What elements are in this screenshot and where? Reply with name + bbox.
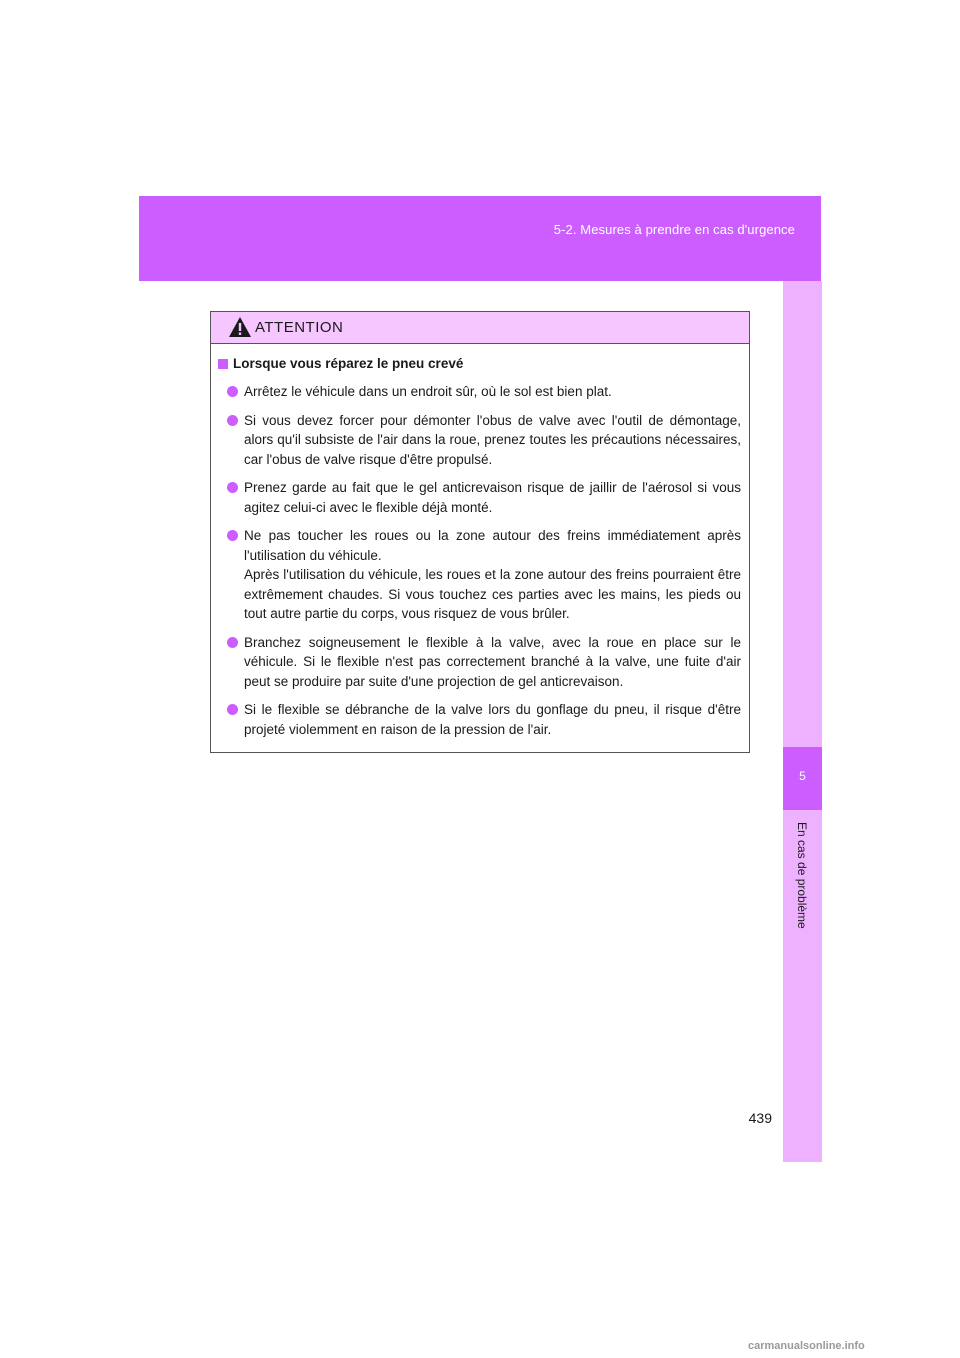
list-item	[218, 700, 741, 739]
header-band	[139, 196, 821, 281]
sidebar-strip	[783, 281, 822, 1162]
watermark[interactable]: carmanualsonline.info	[748, 1340, 865, 1352]
warning-title: ATTENTION	[255, 319, 344, 336]
warning-list	[218, 382, 741, 739]
chapter-label-area	[783, 812, 822, 972]
chapter-tab[interactable]	[783, 747, 822, 810]
list-item	[218, 633, 741, 692]
list-item-text: Branchez soigneusement le flexible à la valve, avec la roue en place sur le véhicule. Si le flexible n'est pas correctement branché à la valve, une fuite d'air peut se produire par suite d'une projection de gel anticrevaison.	[244, 634, 741, 689]
list-item-text: Si vous devez forcer pour démonter l'obus de valve avec l'outil de démontage, alors qu'il subsiste de l'air dans la roue, prenez toutes les précautions nécessaires, car l'obus de valve risque d'être propulsé.	[244, 412, 741, 467]
warning-section-title	[218, 355, 741, 373]
bullet-dot-icon	[227, 637, 238, 648]
list-item-text: Arrêtez le véhicule dans un endroit sûr, où le sol est bien plat.	[244, 384, 612, 399]
section-heading: 5-2. Mesures à prendre en cas d'urgence	[553, 222, 795, 237]
list-item	[218, 478, 741, 517]
list-item-text: Après l'utilisation du véhicule, les roues et la zone autour des freins pourraient être extrêmement chaudes. Si vous touchez ces parties avec les mains, les pieds ou tout autre partie du corps, vous risquez de vous brûler.	[244, 567, 741, 621]
list-item-text: Ne pas toucher les roues ou la zone autour des freins immédiatement après l'utilisation du véhicule.	[244, 528, 741, 563]
section-title-text: Lorsque vous réparez le pneu crevé	[233, 356, 464, 371]
list-item-text: Prenez garde au fait que le gel anticrevaison risque de jaillir de l'aérosol si vous agitez celui-ci avec le flexible déjà monté.	[244, 480, 741, 515]
warning-triangle-icon	[228, 316, 252, 338]
list-item-text: Si le flexible se débranche de la valve lors du gonflage du pneu, il risque d'être projeté violemment en raison de la pression de l'air.	[244, 702, 741, 737]
list-item	[218, 411, 741, 470]
warning-body	[211, 344, 749, 739]
warning-box	[210, 311, 750, 753]
list-item	[218, 526, 741, 624]
chapter-label: En cas de problème	[795, 822, 809, 929]
chapter-number: 5	[799, 769, 806, 783]
bullet-dot-icon	[227, 704, 238, 715]
bullet-dot-icon	[227, 386, 238, 397]
bullet-dot-icon	[227, 482, 238, 493]
list-item	[218, 382, 741, 402]
page-number: 439	[748, 1110, 772, 1126]
warning-header	[211, 312, 749, 344]
square-bullet-icon	[218, 359, 228, 369]
bullet-dot-icon	[227, 530, 238, 541]
bullet-dot-icon	[227, 415, 238, 426]
